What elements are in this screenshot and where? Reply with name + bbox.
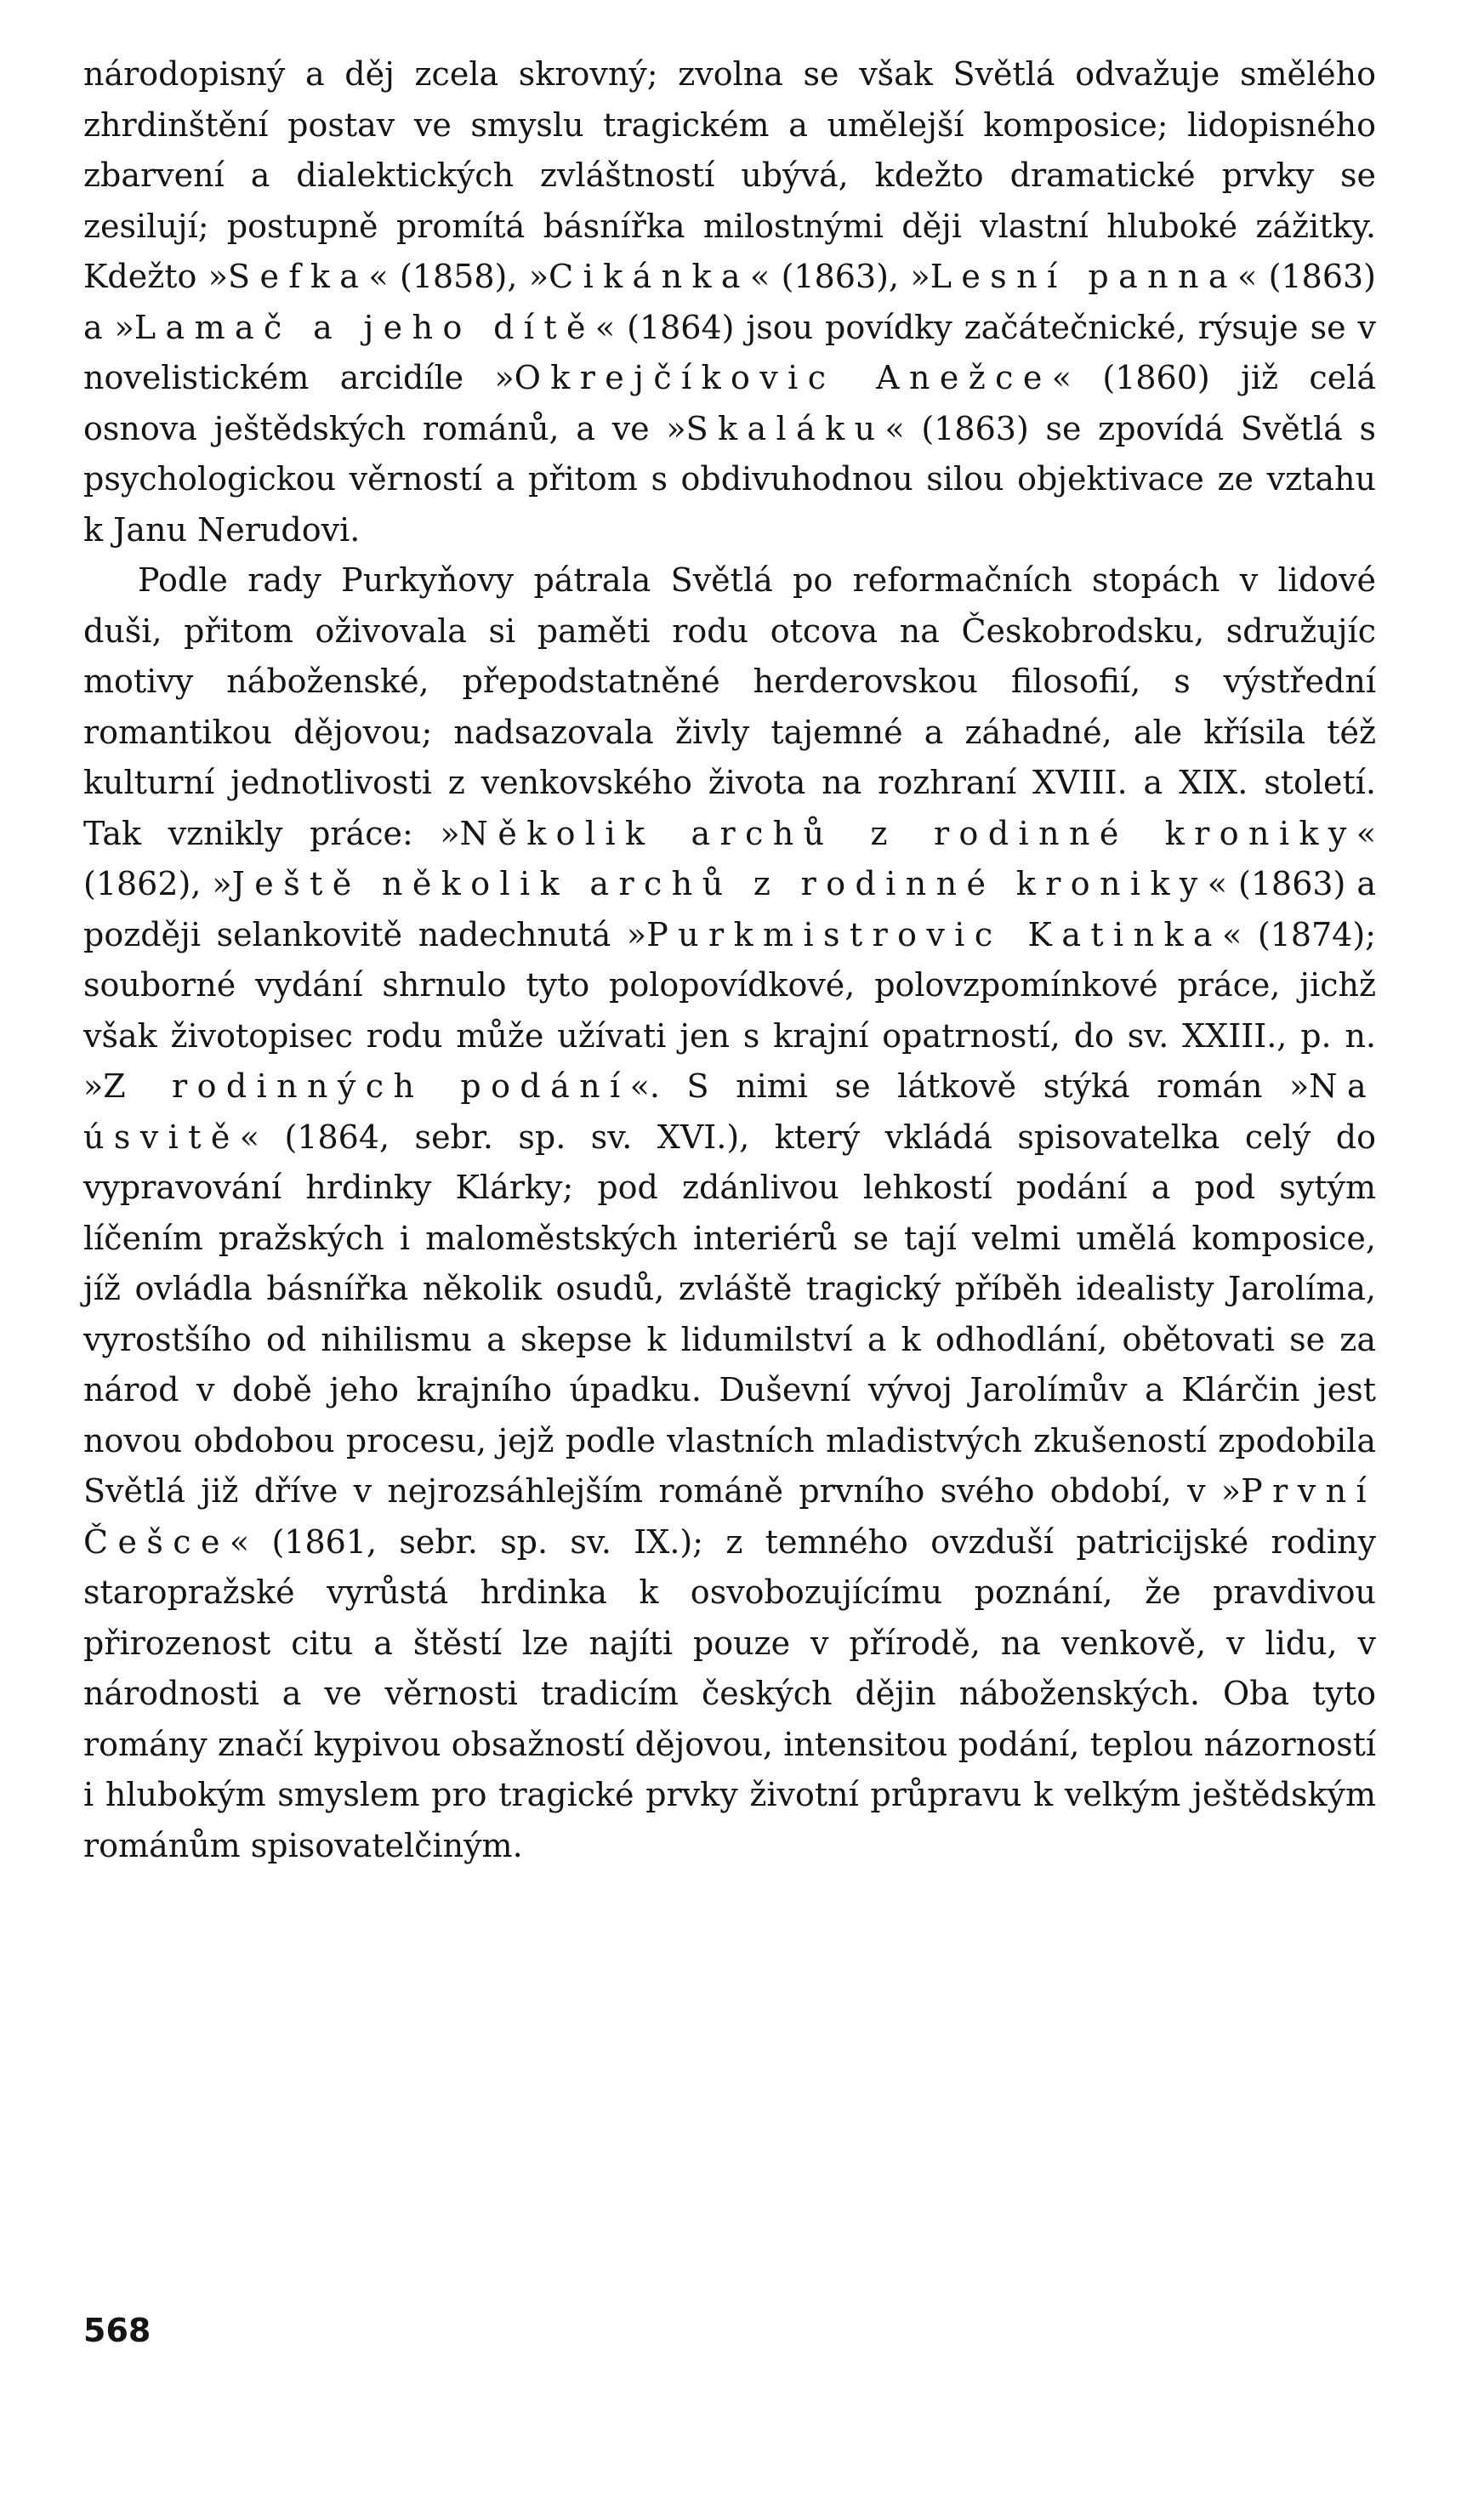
work-title: Lamač a jeho dítě [134, 308, 595, 346]
text-run: « (1874); souborné vydání shrnulo tyto polopovídkové, polovzpomínkové práce, jichž však životopisec rodu může užívati jen s krajní opatrností, do sv. XXIII., p. n. » [83, 915, 1376, 1105]
work-title: Purkmistrovic Katinka [646, 915, 1222, 953]
work-title: Skaláku [685, 409, 885, 447]
work-title: Sefka [228, 258, 369, 295]
text-run: národopisný a děj zcela skrovný; zvolna se však Světlá odvažuje smělého zhrdinštění postav ve smyslu tragickém a umělejší komposice; lidopisného zbarvení a dialektických zvláštností ubývá, kdežto dramatické prvky se zesilují; postupně promítá básnířka milostnými ději vlastní hluboké zážitky. Kdežto » [83, 55, 1376, 295]
paragraph-2 [83, 555, 1376, 1871]
work-title: Cikánka [549, 258, 750, 295]
text-run: « (1864, sebr. sp. sv. XVI.), který vkládá spisovatelka celý do vypravování hrdinky Klárky; pod zdánlivou lehkostí podání a pod sytým líčením pražských i maloměstských interiérů se tají velmi umělá komposice, jíž ovládla básnířka několik osudů, zvláště tragický příběh idealisty Jarolíma, vyrostšího od nihilismu a skepse k lidumilství a k odhodlání, obětovati se za národ v době jeho krajního úpadku. Duševní vývoj Jarolímův a Klárčin jest novou obdobou procesu, jejž podle vlastních mladistvých zkušeností zpodobila Světlá již dříve v nejrozsáhlejším románě prvního svého období, v » [83, 1118, 1376, 1510]
text-run: « (1863) a » [83, 258, 1377, 346]
text-run: « (1863), » [749, 258, 930, 295]
text-run: « (1858), » [368, 258, 549, 295]
text-run: « (1860) již celá osnova ještědských románů, a ve » [83, 359, 1377, 447]
text-run: « (1861, sebr. sp. sv. IX.); z temného ovzduší patricijské rodiny staropražské vyrůstá hrdinka k osvobozujícímu poznání, že pravdivou přirozenost citu a štěstí lze najíti pouze v přírodě, na venkově, v lidu, v národnosti a ve věrnosti tradicím českých dějin náboženských. Oba tyto romány značí kypivou obsažností dějovou, intensitou podání, teplou názorností i hlubokým smyslem pro tragické prvky životní průpravu k velkým ještědským románům spisovatelčiným. [83, 1522, 1376, 1864]
page-number: 568 [83, 2312, 151, 2349]
text-run: « (1864) jsou povídky začátečnické, rýsuje se v novelistickém arcidíle » [83, 308, 1376, 396]
page-text [83, 49, 1376, 1871]
work-title: Ještě několik archů z rodinné kroniky [231, 865, 1208, 902]
work-title: První Češce [83, 1472, 1376, 1561]
work-title: Z rodinných podání [103, 1067, 630, 1105]
work-title: Okrejčíkovic Anežce [514, 359, 1052, 396]
text-run: « (1863) a později selankovitě nadechnutá » [83, 865, 1377, 953]
work-title: Několik archů z rodinné kroniky [459, 814, 1356, 852]
text-run: «. S nimi se látkově stýká román » [629, 1067, 1310, 1105]
work-title: Lesní panna [930, 258, 1237, 295]
paragraph-1 [83, 49, 1376, 555]
work-title: Na úsvitě [83, 1067, 1377, 1156]
text-run: Podle rady Purkyňovy pátrala Světlá po reformačních stopách v lidové duši, přitom oživovala si paměti rodu otcova na Českobrodsku, sdružujíc motivy náboženské, přepodstatněné herderovskou filosofií, s výstřední romantikou dějovou; nadsazovala živly tajemné a záhadné, ale křísila též kulturní jednotlivosti z venkovského života na rozhraní XVIII. a XIX. století. Tak vznikly práce: » [83, 561, 1376, 852]
text-run: « (1863) se zpovídá Světlá s psychologickou věrností a přitom s obdivuhodnou silou objektivace ze vztahu k Janu Nerudovi. [83, 409, 1376, 549]
text-run: « (1862), » [83, 814, 1376, 902]
